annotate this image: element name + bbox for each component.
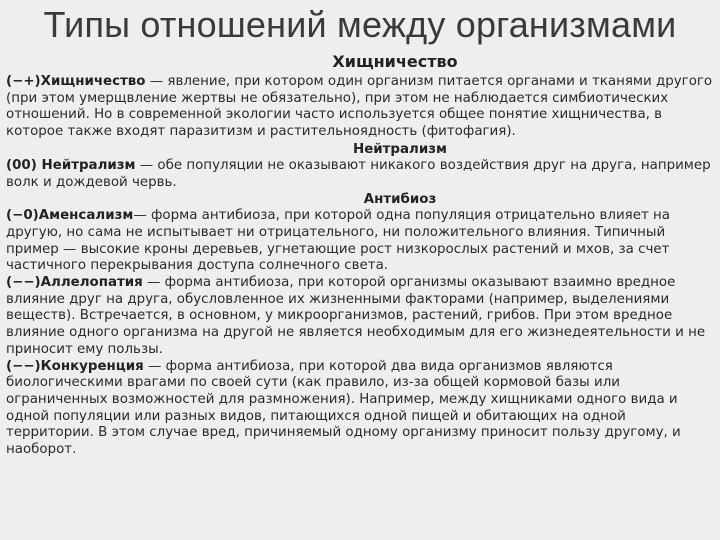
term-allelopathy: (−−)Аллелопатия	[6, 275, 143, 291]
paragraph-competition	[6, 359, 714, 459]
paragraph-amensalism	[6, 208, 714, 275]
term-predation: (−+)Хищничество	[6, 74, 146, 89]
paragraph-neutralism	[6, 158, 714, 191]
term-neutralism: (00) Нейтрализм	[6, 157, 136, 173]
text-amensalism: — форма антибиоза, при которой одна популяция отрицательно влияет на другую, но сама не испытывает ни отрицательного, ни положительного влияния. Типичный пример — высокие кроны деревьев, угнетающие рост низкорослых растений и мхов, за счет частичного перекрывания доступа солнечного света.	[6, 208, 670, 274]
text-allelopathy: — форма антибиоза, при которой организмы оказывают взаимно вредное влияние друг на друга, обусловленное их жизненными факторами (например, выделениями веществ). Встречается, в основном, у микроорганизмов, растений, грибов. При этом вредное влияние одного организма на другой не является необходимым для его жизнедеятельности и не приносит ему пользы.	[6, 275, 706, 357]
term-amensalism: (−0)Аменсализм	[6, 208, 134, 224]
heading-predation: Хищничество	[332, 52, 458, 71]
slide-content	[6, 50, 714, 459]
paragraph-predation	[6, 74, 714, 141]
heading-neutralism: Нейтрализм	[353, 141, 447, 157]
text-predation: — явление, при котором один организм питается органами и тканями другого (при этом умерщвление жертвы не обязательно), при этом не наблюдается симбиотических отношений. Но в современной экологии часто используется общее понятие хищничества, в которое также входят паразитизм и растительноядность (фитофагия).	[6, 74, 713, 140]
text-neutralism: — обе популяции не оказывают никакого воздействия друг на друга, например волк и дождевой червь.	[6, 157, 711, 190]
paragraph-allelopathy	[6, 275, 714, 359]
term-competition: (−−)Конкуренция	[6, 358, 144, 374]
heading-antibiosis: Антибиоз	[363, 192, 437, 208]
text-competition: — форма антибиоза, при которой два вида организмов являются биологическими врагами по своей сути (как правило, из-за общей кормовой базы или ограниченных возможностей для размножения). Например, между хищниками одного вида и одной популяции или разных видов, питающихся одной пищей и обитающих на одной территории. В этом случае вред, причиняемый одному организму приносит пользу другому, и наоборот.	[6, 358, 681, 458]
slide-title: Типы отношений между организмами	[43, 4, 677, 45]
